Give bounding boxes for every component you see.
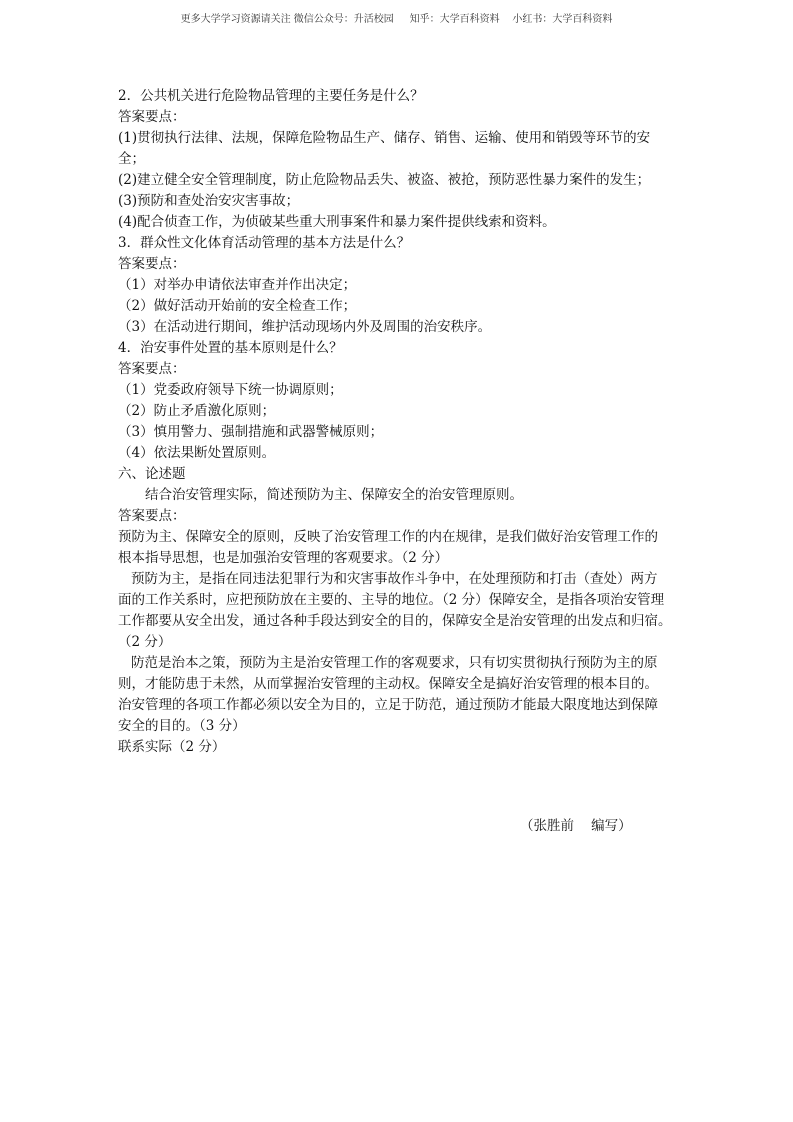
text-line: 答案要点： (118, 109, 186, 125)
text-line: 根本指导思想，也是加强治安管理的客观要求。（2 分） (118, 550, 449, 566)
question-heading: 3．群众性文化体育活动管理的基本方法是什么？ (118, 235, 411, 251)
text-line: （3）慎用警力、强制措施和武器警械原则； (118, 424, 384, 440)
text-line: 治安管理的各项工作都必须以安全为目的，立足于防范，通过预防才能最大限度地达到保障 (118, 697, 658, 713)
text-line: 面的工作关系时，应把预防放在主要的、主导的地位。（2 分）保障安全，是指各项治安管理 (118, 592, 665, 608)
text-line: （4）依法果断处置原则。 (118, 445, 276, 461)
text-line: （1）对举办申请依法审查并作出决定； (118, 277, 357, 293)
text-line: 联系实际（2 分） (118, 739, 226, 755)
text-line: （1）党委政府领导下统一协调原则； (118, 382, 343, 398)
text-line: 答案要点： (118, 508, 186, 524)
text-line: （3）在活动进行期间，维护活动现场内外及周围的治安秩序。 (118, 319, 492, 335)
text-line: 防范是治本之策，预防为主是治安管理工作的客观要求，只有切实贯彻执行预防为主的原 (131, 655, 658, 671)
text-line: 答案要点： (118, 256, 186, 272)
text-line: (1)贯彻执行法律、法规，保障危险物品生产、储存、销售、运输、使用和销毁等环节的安 (118, 130, 651, 146)
text-line: 则，才能防患于未然，从而掌握治安管理的主动权。保障安全是搞好治安管理的根本目的。 (118, 676, 658, 692)
text-line: 工作都要从安全出发，通过各种手段达到安全的目的，保障安全是治安管理的出发点和归宿。 (118, 613, 672, 629)
page-header: 更多大学学习资源请关注 微信公众号：升活校园 知乎：大学百科资料 小红书：大学百科资料 (180, 14, 613, 25)
text-line: 全； (118, 151, 145, 167)
text-line: 答案要点： (118, 361, 186, 377)
text-line: （2）防止矛盾激化原则； (118, 403, 276, 419)
text-line: 预防为主，是指在同违法犯罪行为和灾害事故作斗争中，在处理预防和打击（查处）两方 (131, 571, 658, 587)
section-heading: 六、论述题 (118, 466, 186, 482)
text-line: (2)建立健全安全管理制度，防止危险物品丢失、被盗、被抢，预防恶性暴力案件的发生； (118, 172, 651, 188)
author-credit: （张胜前 编写） (520, 818, 632, 834)
text-line: (3)预防和查处治安灾害事故； (118, 193, 300, 209)
text-line: (4)配合侦查工作，为侦破某些重大刑事案件和暴力案件提供线索和资料。 (118, 214, 556, 230)
essay-question: 结合治安管理实际，简述预防为主、保障安全的治安管理原则。 (145, 487, 523, 503)
text-line: （2）做好活动开始前的安全检查工作； (118, 298, 357, 314)
document-body (118, 86, 678, 758)
text-line: 安全的目的。（3 分） (118, 718, 246, 734)
question-heading: 4．治安事件处置的基本原则是什么？ (118, 340, 343, 356)
text-line: 2．公共机关进行危险物品管理的主要任务是什么？ (118, 88, 424, 104)
text-line: （2 分） (118, 634, 172, 650)
text-line: 预防为主、保障安全的原则，反映了治安管理工作的内在规律，是我们做好治安管理工作的 (118, 529, 658, 545)
